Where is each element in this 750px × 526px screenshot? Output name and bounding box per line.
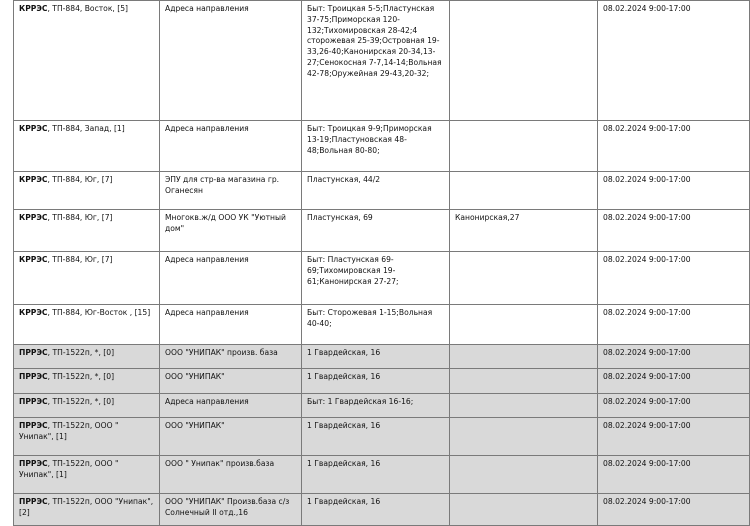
org-name: КРРЭС <box>19 4 48 13</box>
network-info: , ТП-1522п, *, [0] <box>47 397 115 406</box>
network-cell <box>14 369 160 394</box>
org-name: ПРРЭС <box>19 397 48 406</box>
org-name: КРРЭС <box>19 308 48 317</box>
extra-cell: Канонирская,27 <box>450 210 598 252</box>
object-cell: ООО "УНИПАК" <box>160 369 302 394</box>
object-cell: ООО "УНИПАК" <box>160 418 302 456</box>
address-cell: Быт: 1 Гвардейская 16-16; <box>302 394 450 418</box>
table-row <box>14 369 750 394</box>
address-cell: Быт: Пластунская 69-69;Тихомировская 19-61;Канонирская 27-27; <box>302 252 450 305</box>
time-cell: 08.02.2024 9:00-17:00 <box>598 305 750 345</box>
time-cell: 08.02.2024 9:00-17:00 <box>598 418 750 456</box>
table-row <box>14 172 750 210</box>
table-row <box>14 494 750 526</box>
address-cell: Быт: Троицкая 5-5;Пластунская 37-75;Приморская 120-132;Тихомировская 28-42;4 сторожевая 25-39;Островная 19-33,26-40;Канонирская 20-34,13-27;Сенокосная 7-7,14-14;Вольная 42-78;Оружейная 29-43,20-32; <box>302 1 450 121</box>
extra-cell <box>450 172 598 210</box>
network-info: , ТП-1522п, *, [0] <box>47 372 115 381</box>
time-cell: 08.02.2024 9:00-17:00 <box>598 121 750 172</box>
extra-cell <box>450 121 598 172</box>
org-name: ПРРЭС <box>19 459 48 468</box>
org-name: ПРРЭС <box>19 497 48 506</box>
object-cell: ЭПУ для стр-ва магазина гр. Оганесян <box>160 172 302 210</box>
network-info: , ТП-1522п, ООО " Унипак", [1] <box>19 421 119 441</box>
object-cell: Адреса направления <box>160 394 302 418</box>
network-cell <box>14 305 160 345</box>
network-cell <box>14 394 160 418</box>
org-name: КРРЭС <box>19 175 48 184</box>
network-cell <box>14 121 160 172</box>
network-info: , ТП-884, Юг-Восток , [15] <box>47 308 151 317</box>
network-cell <box>14 418 160 456</box>
network-info: , ТП-884, Восток, [5] <box>47 4 128 13</box>
address-cell: 1 Гвардейская, 16 <box>302 456 450 494</box>
address-cell: Пластунская, 69 <box>302 210 450 252</box>
address-cell: 1 Гвардейская, 16 <box>302 494 450 526</box>
network-info: , ТП-1522п, ООО "Унипак", [2] <box>19 497 154 517</box>
object-cell: Адреса направления <box>160 305 302 345</box>
extra-cell <box>450 305 598 345</box>
table-row <box>14 456 750 494</box>
time-cell: 08.02.2024 9:00-17:00 <box>598 456 750 494</box>
extra-cell <box>450 418 598 456</box>
object-cell: Адреса направления <box>160 121 302 172</box>
table-row <box>14 210 750 252</box>
network-cell <box>14 1 160 121</box>
network-info: , ТП-1522п, ООО " Унипак", [1] <box>19 459 119 479</box>
network-cell <box>14 456 160 494</box>
time-cell: 08.02.2024 9:00-17:00 <box>598 345 750 369</box>
network-info: , ТП-884, Юг, [7] <box>47 175 113 184</box>
network-cell <box>14 345 160 369</box>
table-row <box>14 305 750 345</box>
table-row <box>14 394 750 418</box>
network-cell <box>14 494 160 526</box>
network-info: , ТП-884, Юг, [7] <box>47 213 113 222</box>
org-name: КРРЭС <box>19 124 48 133</box>
object-cell: Адреса направления <box>160 252 302 305</box>
address-cell: 1 Гвардейская, 16 <box>302 345 450 369</box>
org-name: КРРЭС <box>19 255 48 264</box>
extra-cell <box>450 1 598 121</box>
address-cell: 1 Гвардейская, 16 <box>302 418 450 456</box>
address-cell: Быт: Троицкая 9-9;Приморская 13-19;Пластуновская 48-48;Вольная 80-80; <box>302 121 450 172</box>
network-info: , ТП-884, Юг, [7] <box>47 255 113 264</box>
time-cell: 08.02.2024 9:00-17:00 <box>598 172 750 210</box>
org-name: ПРРЭС <box>19 421 48 430</box>
time-cell: 08.02.2024 9:00-17:00 <box>598 369 750 394</box>
object-cell: ООО "УНИПАК" Произв.база с/з Солнечный II отд.,16 <box>160 494 302 526</box>
outage-table <box>13 0 750 526</box>
network-cell <box>14 252 160 305</box>
org-name: ПРРЭС <box>19 348 48 357</box>
network-info: , ТП-884, Запад, [1] <box>47 124 125 133</box>
org-name: ПРРЭС <box>19 372 48 381</box>
object-cell: Адреса направления <box>160 1 302 121</box>
extra-cell <box>450 369 598 394</box>
object-cell: ООО "УНИПАК" произв. база <box>160 345 302 369</box>
extra-cell <box>450 394 598 418</box>
time-cell: 08.02.2024 9:00-17:00 <box>598 1 750 121</box>
network-cell <box>14 210 160 252</box>
extra-cell <box>450 456 598 494</box>
extra-cell <box>450 494 598 526</box>
object-cell: Многокв.ж/д ООО УК "Уютный дом" <box>160 210 302 252</box>
table-row <box>14 252 750 305</box>
table-row <box>14 121 750 172</box>
address-cell: 1 Гвардейская, 16 <box>302 369 450 394</box>
table-row <box>14 1 750 121</box>
time-cell: 08.02.2024 9:00-17:00 <box>598 252 750 305</box>
time-cell: 08.02.2024 9:00-17:00 <box>598 210 750 252</box>
time-cell: 08.02.2024 9:00-17:00 <box>598 494 750 526</box>
address-cell: Пластунская, 44/2 <box>302 172 450 210</box>
table-row <box>14 345 750 369</box>
time-cell: 08.02.2024 9:00-17:00 <box>598 394 750 418</box>
network-info: , ТП-1522п, *, [0] <box>47 348 115 357</box>
extra-cell <box>450 252 598 305</box>
network-cell <box>14 172 160 210</box>
object-cell: ООО " Унипак" произв.база <box>160 456 302 494</box>
address-cell: Быт: Сторожевая 1-15;Вольная 40-40; <box>302 305 450 345</box>
table-row <box>14 418 750 456</box>
extra-cell <box>450 345 598 369</box>
org-name: КРРЭС <box>19 213 48 222</box>
